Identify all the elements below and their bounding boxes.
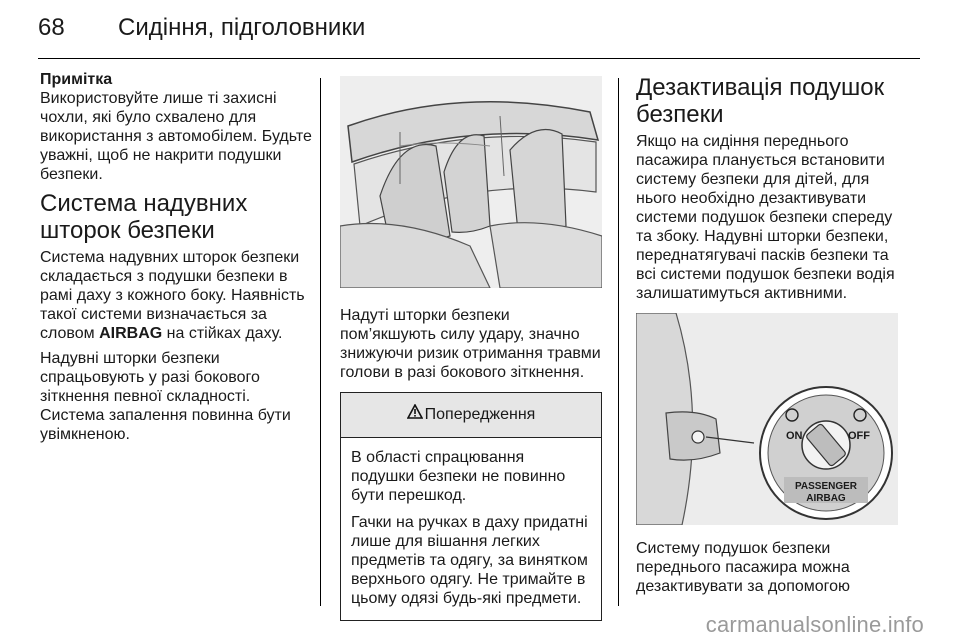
- switch-off-label: OFF: [848, 430, 870, 442]
- note-text: Використовуйте лише ті захисні чохли, які було схвалено для використання з автомобілем. Будьте уважні, щоб не накрити подушки безпеки.: [40, 90, 312, 183]
- warning-paragraph-2: Гачки на ручках в даху придатні лише для вішання легких предметів та одягу, за винятком верхнього одягу. Не тримайте в цьому одязі будь-які предмети.: [351, 514, 588, 607]
- warning-title: Попередження: [424, 406, 536, 423]
- warning-triangle-icon: [407, 393, 423, 437]
- curtain-airbag-caption: Надуті шторки безпеки пом’якшують силу удару, значно знижуючи ризик отримання травми голови в разі бокового зіткнення.: [340, 307, 601, 381]
- switch-label-airbag: AIRBAG: [806, 493, 846, 504]
- para-text-end: на стійках даху.: [162, 325, 283, 342]
- page-header: [38, 14, 918, 48]
- right-column: [636, 70, 906, 602]
- para-text: Система надувних шторок безпеки складається з подушки безпеки в рамі даху з кожного боку. Наявність такої системи визначається за словом: [40, 249, 305, 342]
- airbag-switch-illustration: [636, 313, 898, 525]
- section-heading-curtain-airbag: Система надувних шторок безпеки: [40, 190, 248, 244]
- curtain-airbag-paragraph-1: [40, 248, 312, 343]
- warning-body: [341, 438, 601, 620]
- middle-column: [340, 76, 602, 621]
- left-column: [40, 70, 312, 450]
- page-number: 68: [38, 14, 65, 41]
- warning-box: [340, 392, 602, 621]
- switch-label-passenger: PASSENGER: [794, 481, 858, 492]
- switch-caption: Систему подушок безпеки переднього пасажира можна дезактивувати за допомогою: [636, 540, 851, 595]
- page-title: Сидіння, підголовники: [118, 14, 366, 41]
- car-interior-drawing: [340, 76, 602, 288]
- column-divider-2: [618, 78, 619, 606]
- section-heading-deactivation: Дезактивація подушок безпеки: [636, 74, 885, 128]
- header-rule: [38, 58, 920, 59]
- warning-header: [341, 393, 601, 438]
- switch-on-label: ON: [786, 430, 803, 442]
- curtain-airbag-paragraph-2: Надувні шторки безпеки спрацьовують у разі бокового зіткнення певної складності. Система запалення повинна бути увімкненою.: [40, 350, 291, 443]
- curtain-airbag-illustration: [340, 76, 602, 288]
- airbag-word: AIRBAG: [99, 325, 163, 342]
- column-divider-1: [320, 78, 321, 606]
- deactivation-paragraph: Якщо на сидіння переднього пасажира планується встановити систему безпеки для дітей, для нього необхідно дезактивувати системи подушок безпеки спереду та збоку. Надувні шторки безпеки, переднатягувачі пасків безпеки та всі системи подушок безпеки водія залишатимуться активними.: [636, 133, 895, 302]
- note-title: Примітка: [40, 71, 113, 88]
- warning-paragraph-1: В області спрацювання подушки безпеки не повинно бути перешкод.: [351, 449, 566, 504]
- watermark: carmanualsonline.info: [705, 612, 924, 637]
